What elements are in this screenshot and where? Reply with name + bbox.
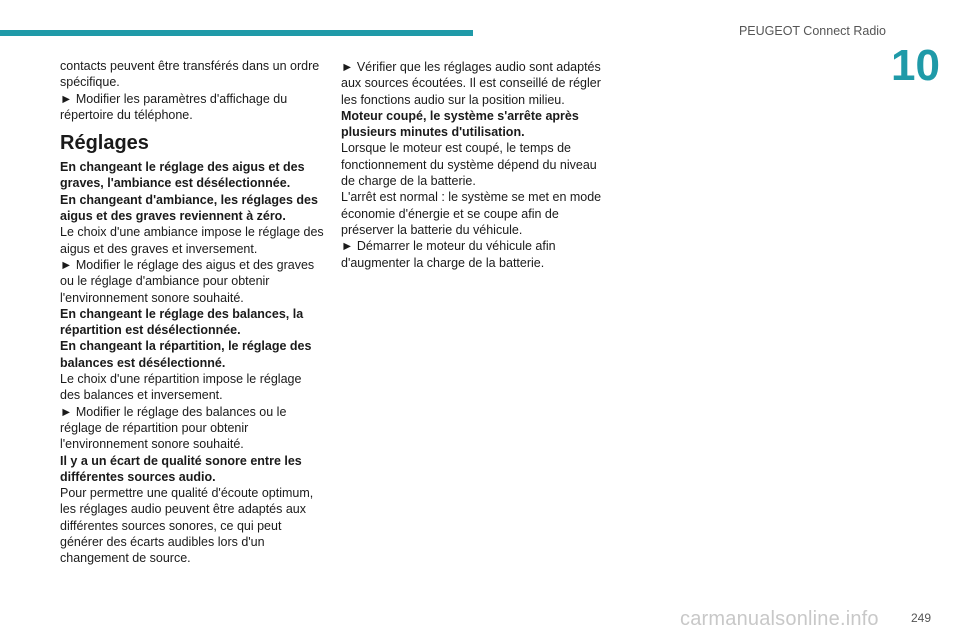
header-accent-bar [0, 30, 473, 36]
watermark: carmanualsonline.info [680, 608, 879, 630]
paragraph: Le choix d'une ambiance impose le réglage des aigus et des graves et inversement. [60, 225, 324, 256]
right-column [341, 59, 606, 271]
page-number: 249 [910, 611, 931, 625]
bold-paragraph: En changeant le réglage des aigus et des graves, l'ambiance est désélectionnée. [60, 160, 305, 191]
paragraph: contacts peuvent être transférés dans un ordre spécifique. [60, 59, 320, 90]
paragraph: L'arrêt est normal : le système se met en mode économie d'énergie et se coupe afin de préserver la batterie du véhicule. [341, 190, 602, 237]
bold-paragraph: En changeant la répartition, le réglage des balances est désélectionné. [60, 339, 312, 370]
section-title: PEUGEOT Connect Radio [738, 24, 886, 38]
left-column [60, 58, 325, 567]
bold-paragraph: Moteur coupé, le système s'arrête après plusieurs minutes d'utilisation. [341, 108, 579, 140]
paragraph: Pour permettre une qualité d'écoute optimum, les réglages audio peuvent être adaptés aux différentes sources sonores, ce qui peut générer des écarts audibles lors d'un changement de source. [60, 486, 314, 566]
instruction: ► Modifier le réglage des balances ou le réglage de répartition pour obtenir l'environnement sonore souhaité. [60, 404, 287, 452]
instruction: ► Modifier le réglage des aigus et des graves ou le réglage d'ambiance pour obtenir l'environnement sonore souhaité. [60, 257, 315, 305]
bold-paragraph: En changeant le réglage des balances, la répartition est désélectionnée. [60, 306, 304, 338]
paragraph: Le choix d'une répartition impose le réglage des balances et inversement. [60, 372, 302, 403]
paragraph: Lorsque le moteur est coupé, le temps de fonctionnement du système dépend du niveau de charge de la batterie. [341, 141, 597, 189]
chapter-number: 10 [891, 41, 940, 90]
instruction: ► Modifier les paramètres d'affichage du répertoire du téléphone. [60, 91, 288, 122]
bold-paragraph: En changeant d'ambiance, les réglages des aigus et des graves reviennent à zéro. [60, 192, 318, 224]
section-heading: Réglages [60, 132, 149, 155]
bold-paragraph: Il y a un écart de qualité sonore entre les différentes sources audio. [60, 453, 302, 484]
instruction: ► Démarrer le moteur du véhicule afin d'augmenter la charge de la batterie. [341, 239, 556, 270]
instruction: ► Vérifier que les réglages audio sont adaptés aux sources écoutées. Il est conseillé de régler les fonctions audio sur la position milieu. [341, 60, 601, 107]
